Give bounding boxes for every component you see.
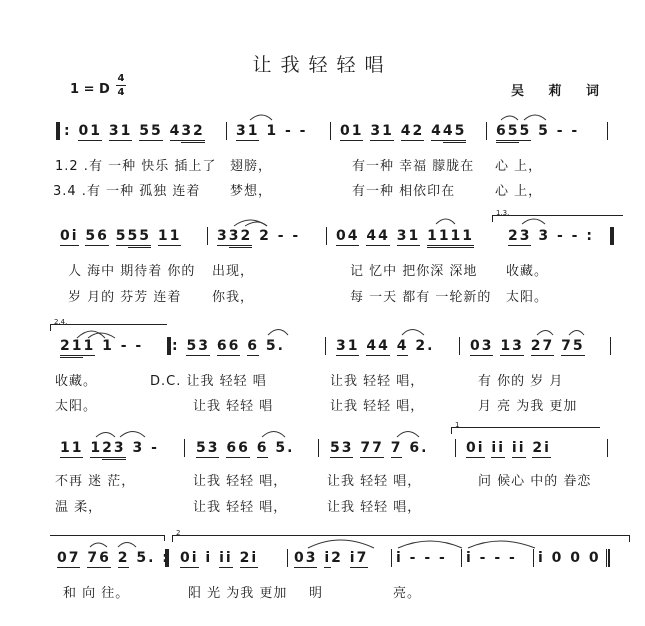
volta-2-4: 2.4. [50, 324, 167, 331]
volta-1-3: 1.3. [492, 215, 623, 222]
measure-15-notes: 53 77 7 6. [330, 440, 429, 456]
lyric-verse1: 有 你的 岁 月 [478, 374, 564, 389]
lyric-verse1: D.C. 让我 轻轻 唱 [150, 374, 267, 389]
lyric-verse1: 人 海中 期待着 你的 [68, 264, 196, 279]
measure-18-notes: 0i i ii 2i [180, 550, 259, 566]
measure-6-notes: 332 2 - - [217, 228, 300, 244]
lyricist-credit: 吴 莉 词 [511, 84, 610, 99]
lyric-verse1: 不再 迷 茫， [55, 474, 136, 489]
measure-9-notes: 211 1 - - [60, 338, 143, 354]
lyric-verse1: 问 候心 中的 眷恋 [478, 474, 592, 489]
measure-16-notes: 0i ii ii 2i [466, 440, 551, 456]
lyric-verse2: 太阳。 [55, 399, 98, 414]
lyric-verse2: 3.4 .有 一种 孤独 连着 [53, 184, 201, 199]
lyric-verse1: 让我 轻轻 唱， [327, 474, 422, 489]
measure-7-notes: 04 44 31 1111 [336, 228, 474, 244]
lyric-verse1: 心 上， [495, 159, 543, 174]
lyric-verse1: 1.2 .有 一种 快乐 插上了 [55, 159, 217, 174]
lyric-verse2: 温 柔， [55, 500, 103, 515]
lyric-verse1: 记 忆中 把你深 深地 [350, 264, 478, 279]
lyric-verse2: 让我 轻轻 唱 [193, 399, 274, 414]
lyric-verse1: 让我 轻轻 唱， [330, 374, 425, 389]
measure-19-notes: 03 i2 i7 [294, 550, 369, 566]
lyric-verse1: 收藏。 [55, 374, 98, 389]
measure-3-notes: 01 31 42 445 [340, 123, 466, 139]
lyric-verse1: 明 [309, 586, 324, 601]
lyric-verse2: 让我 轻轻 唱， [193, 500, 288, 515]
measure-1-notes: : 01 31 55 432 [64, 123, 205, 139]
measure-12-notes: 03 13 27 75 [470, 338, 585, 354]
volta-1: 1 [451, 427, 600, 434]
lyric-verse1: 和 向 往。 [63, 586, 130, 601]
lyric-verse1: 收藏。 [506, 264, 549, 279]
lyric-verse1: 让我 轻轻 唱， [193, 474, 288, 489]
key-signature: 1 = D [70, 82, 110, 97]
measure-4-notes: 655 5 - - [496, 123, 579, 139]
measure-10-notes: : 53 66 6 5. [172, 338, 285, 354]
lyric-verse2: 有一种 相依印在 [352, 184, 456, 199]
measure-20-notes: i - - - [396, 550, 447, 566]
time-signature-bottom: 4 [117, 87, 125, 98]
measure-14-notes: 53 66 6 5. [196, 440, 295, 456]
time-signature-top: 4 [117, 73, 125, 84]
lyric-verse2: 让我 轻轻 唱， [330, 399, 425, 414]
measure-5-notes: 0i 56 555 11 [60, 228, 181, 244]
lyric-verse2: 让我 轻轻 唱， [327, 500, 422, 515]
measure-22-notes: i 0 0 0 [538, 550, 601, 566]
song-title: 让我轻轻唱 [252, 54, 393, 76]
lyric-verse2: 太阳。 [506, 290, 549, 305]
measure-11-notes: 31 44 4 2. [336, 338, 435, 354]
lyric-verse1: 翅膀， [230, 159, 273, 174]
measure-13-notes: 11 123 3 - [60, 440, 159, 456]
lyric-verse2: 梦想， [230, 184, 273, 199]
lyric-verse2: 心 上， [495, 184, 543, 199]
lyric-verse1: 有一种 幸福 朦胧在 [352, 159, 475, 174]
lyric-verse2: 每 一天 都有 一轮新的 [350, 290, 492, 305]
lyric-verse1: 出现， [212, 264, 255, 279]
measure-21-notes: i - - - [466, 550, 517, 566]
measure-2-notes: 31 1 - - [236, 123, 308, 139]
lyric-verse2: 月 亮 为我 更加 [478, 399, 578, 414]
measure-17-notes: 07 76 2 5. : [57, 550, 170, 566]
lyric-verse1: 阳 光 为我 更加 [188, 586, 288, 601]
measure-8-notes: 23 3 - - : [508, 228, 594, 244]
lyric-verse2: 你我， [212, 290, 255, 305]
lyric-verse2: 岁 月的 芬芳 连着 [68, 290, 182, 305]
volta-2: 2 [172, 535, 630, 542]
lyric-verse1: 亮。 [393, 586, 422, 601]
